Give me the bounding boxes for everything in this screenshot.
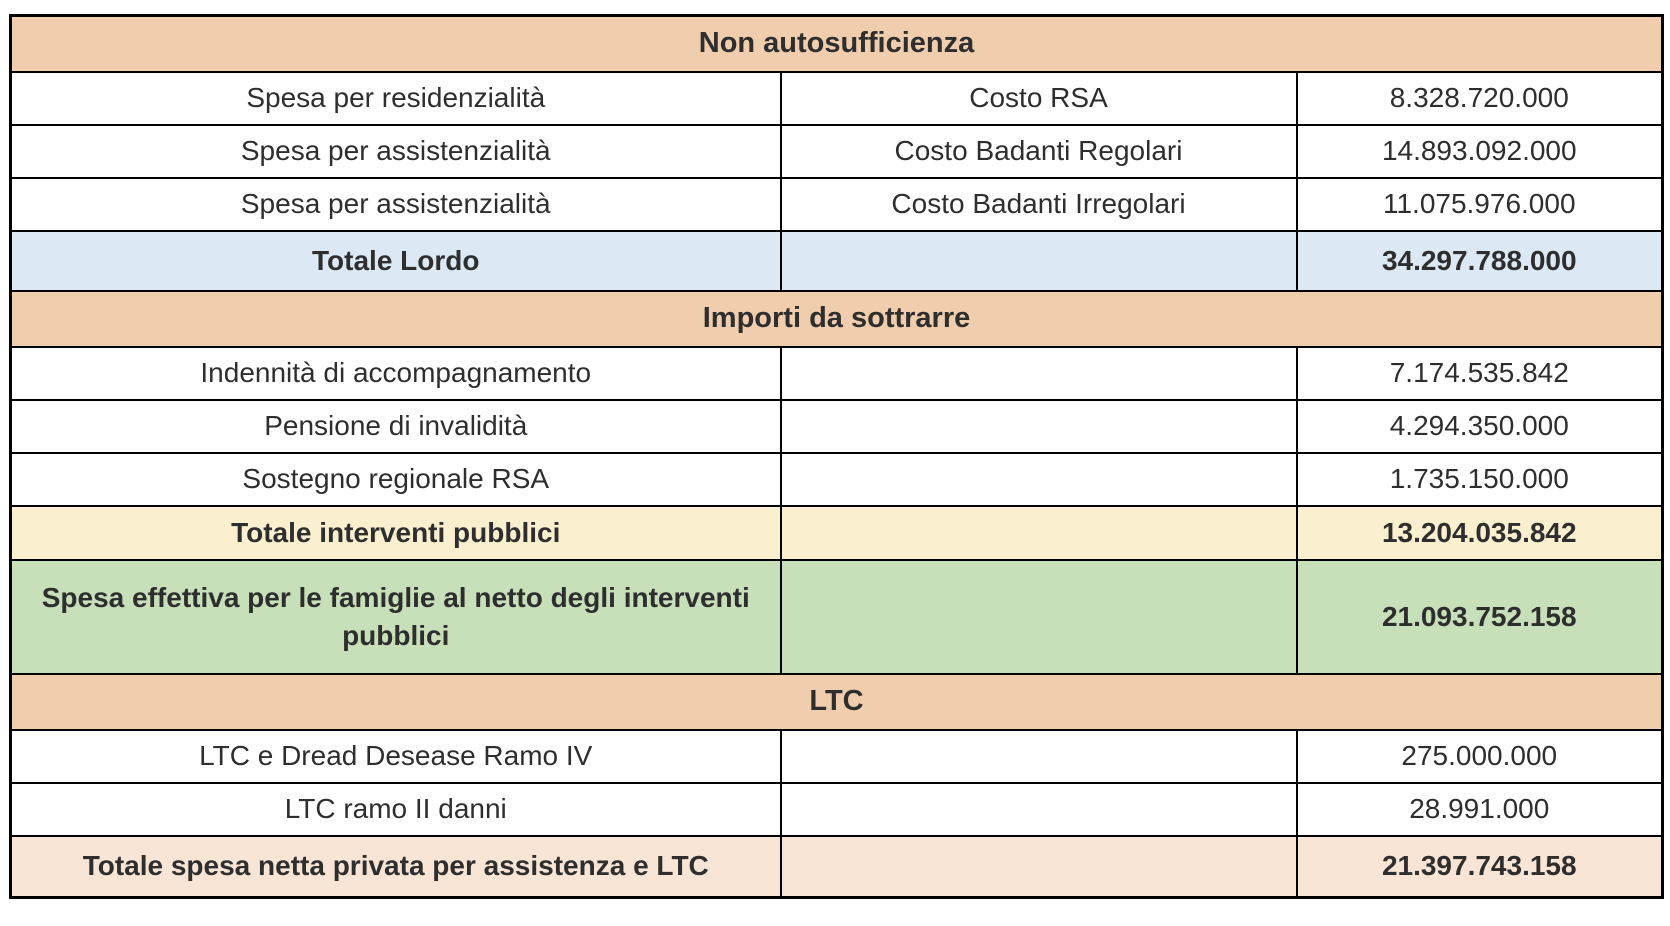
table-row-pensione-invalidita <box>11 400 1663 453</box>
row-value-cell: 275.000.000 <box>1297 730 1663 783</box>
table-row-ltc-dread-desease <box>11 730 1663 783</box>
row-label-cell: Spesa per assistenzialità <box>11 178 781 231</box>
table-row-assistenzialita-regolari <box>11 125 1663 178</box>
section-header-ltc <box>11 674 1663 730</box>
table-row-assistenzialita-irregolari <box>11 178 1663 231</box>
section-title: Non autosufficienza <box>11 16 1663 72</box>
row-value-cell: 28.991.000 <box>1297 783 1663 836</box>
row-detail-cell <box>781 730 1297 783</box>
total-value-cell: 13.204.035.842 <box>1297 506 1663 560</box>
row-label-cell: Spesa per assistenzialità <box>11 125 781 178</box>
row-detail-cell <box>781 400 1297 453</box>
row-label-cell: Spesa per residenzialità <box>11 72 781 125</box>
row-value-cell: 8.328.720.000 <box>1297 72 1663 125</box>
net-label-cell: Spesa effettiva per le famiglie al netto degli interventi pubblici <box>11 560 781 674</box>
total-detail-cell <box>781 231 1297 291</box>
row-label-cell: Pensione di invalidità <box>11 400 781 453</box>
row-label-cell: LTC ramo II danni <box>11 783 781 836</box>
row-detail-cell: Costo RSA <box>781 72 1297 125</box>
total-value-cell: 34.297.788.000 <box>1297 231 1663 291</box>
row-label-cell: Sostegno regionale RSA <box>11 453 781 506</box>
non-autosufficienza-expense-table <box>9 14 1664 899</box>
final-total-value-cell: 21.397.743.158 <box>1297 836 1663 898</box>
net-value-cell: 21.093.752.158 <box>1297 560 1663 674</box>
table-row-totale-spesa-netta-privata <box>11 836 1663 898</box>
section-header-importi-da-sottrarre <box>11 291 1663 347</box>
row-detail-cell <box>781 783 1297 836</box>
section-header-non-autosufficienza <box>11 16 1663 72</box>
section-title: LTC <box>11 674 1663 730</box>
row-value-cell: 4.294.350.000 <box>1297 400 1663 453</box>
table-row-indennita-accompagnamento <box>11 347 1663 400</box>
net-detail-cell <box>781 560 1297 674</box>
row-value-cell: 7.174.535.842 <box>1297 347 1663 400</box>
row-label-cell: Indennità di accompagnamento <box>11 347 781 400</box>
final-total-label-cell: Totale spesa netta privata per assistenza e LTC <box>11 836 781 898</box>
row-label-cell: LTC e Dread Desease Ramo IV <box>11 730 781 783</box>
row-value-cell: 11.075.976.000 <box>1297 178 1663 231</box>
table-row-spesa-effettiva-famiglie <box>11 560 1663 674</box>
row-detail-cell <box>781 453 1297 506</box>
table-row-ltc-ramo-ii-danni <box>11 783 1663 836</box>
row-detail-cell: Costo Badanti Irregolari <box>781 178 1297 231</box>
total-label-cell: Totale Lordo <box>11 231 781 291</box>
table-row-totale-interventi-pubblici <box>11 506 1663 560</box>
final-total-detail-cell <box>781 836 1297 898</box>
table-row-sostegno-regionale-rsa <box>11 453 1663 506</box>
row-detail-cell <box>781 347 1297 400</box>
section-title: Importi da sottrarre <box>11 291 1663 347</box>
table-row-totale-lordo <box>11 231 1663 291</box>
total-detail-cell <box>781 506 1297 560</box>
total-label-cell: Totale interventi pubblici <box>11 506 781 560</box>
row-detail-cell: Costo Badanti Regolari <box>781 125 1297 178</box>
table-row-residenzialita <box>11 72 1663 125</box>
row-value-cell: 1.735.150.000 <box>1297 453 1663 506</box>
row-value-cell: 14.893.092.000 <box>1297 125 1663 178</box>
